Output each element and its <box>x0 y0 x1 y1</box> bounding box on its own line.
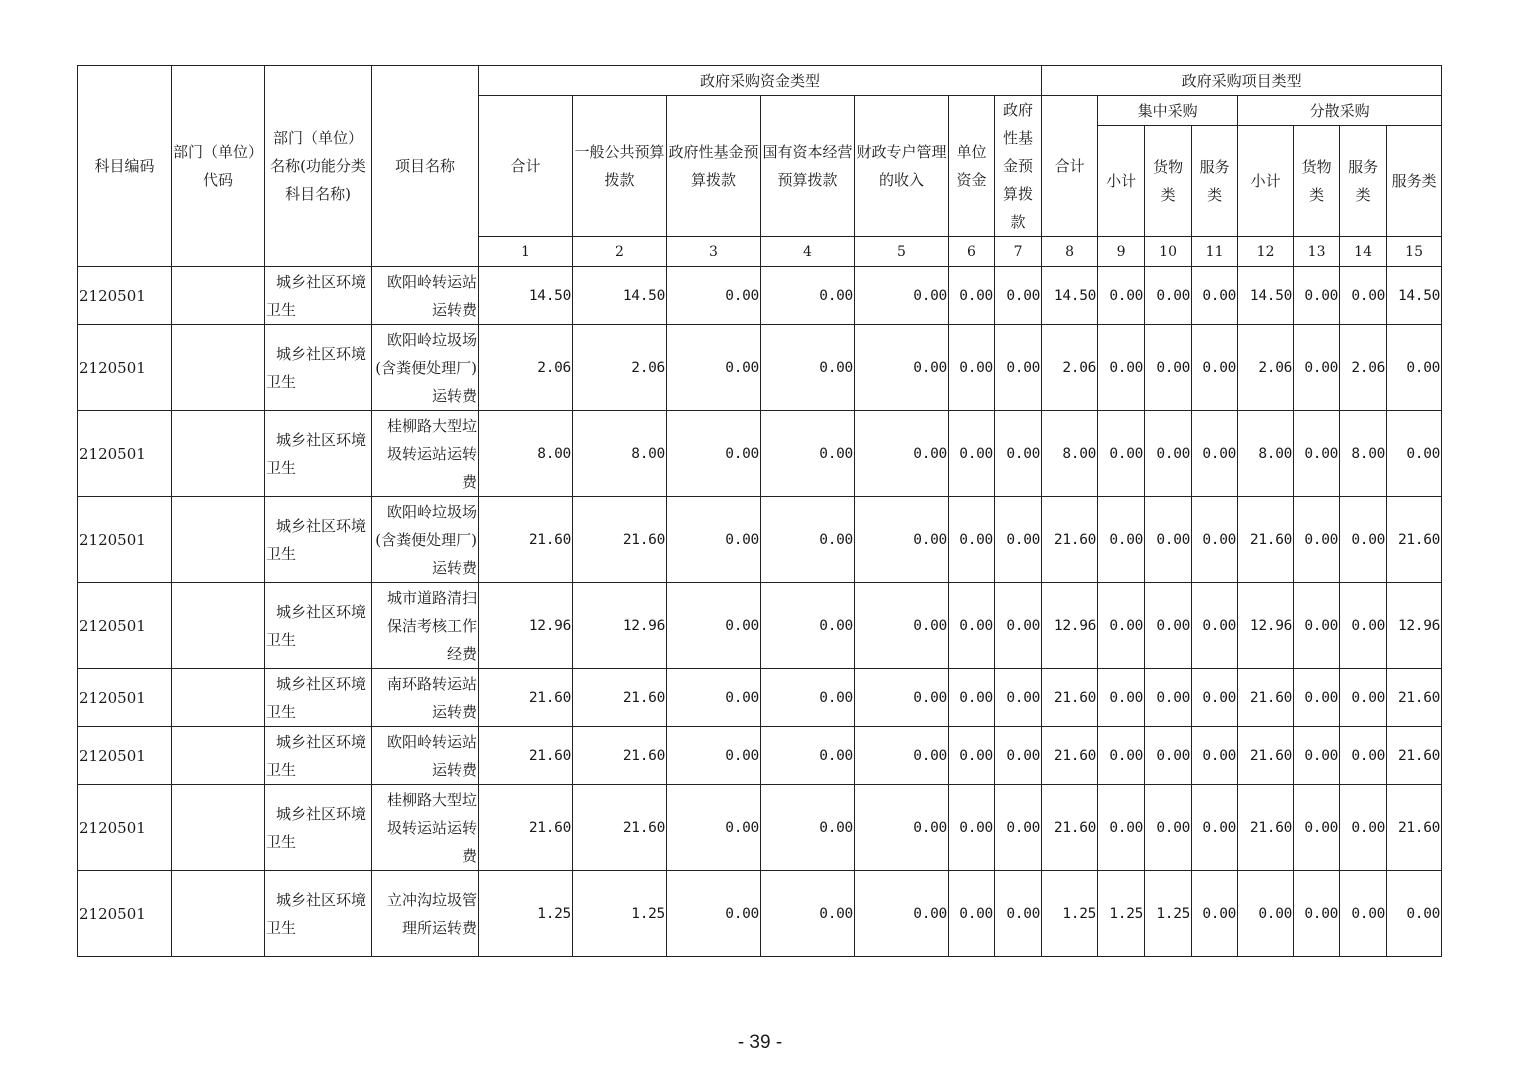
value-cell: 2.06 <box>1340 325 1387 411</box>
header-dept-code: 部门（单位）代码 <box>172 66 265 267</box>
value-cell: 0.00 <box>855 871 949 957</box>
value-cell: 0.00 <box>761 411 855 497</box>
value-cell: 21.60 <box>1387 669 1442 727</box>
value-cell: 0.00 <box>995 497 1042 583</box>
value-cell: 0.00 <box>761 785 855 871</box>
value-cell: 0.00 <box>761 583 855 669</box>
value-cell: 0.00 <box>855 785 949 871</box>
value-cell: 21.60 <box>1042 785 1098 871</box>
value-cell: 2.06 <box>573 325 667 411</box>
value-cell: 0.00 <box>995 785 1042 871</box>
header-state-capital: 国有资本经营预算拨款 <box>761 96 855 237</box>
value-cell: 0.00 <box>667 669 761 727</box>
value-cell: 21.60 <box>1387 497 1442 583</box>
value-cell: 0.00 <box>761 267 855 325</box>
dept-name-cell: 城乡社区环境卫生 <box>265 411 372 497</box>
header-dispersed: 分散采购 <box>1238 96 1442 126</box>
value-cell: 8.00 <box>1042 411 1098 497</box>
value-cell: 0.00 <box>1294 727 1340 785</box>
value-cell: 0.00 <box>1294 669 1340 727</box>
value-cell: 0.00 <box>667 785 761 871</box>
value-cell: 8.00 <box>573 411 667 497</box>
column-index: 3 <box>667 237 761 267</box>
header-gov-fund-prebudget: 政府性基金预算拨款 <box>995 96 1042 237</box>
value-cell: 21.60 <box>479 669 573 727</box>
value-cell: 0.00 <box>1098 727 1145 785</box>
value-cell: 0.00 <box>949 785 995 871</box>
dept-name-cell: 城乡社区环境卫生 <box>265 583 372 669</box>
value-cell: 0.00 <box>1387 871 1442 957</box>
header-d-service2: 服务类 <box>1387 126 1442 237</box>
value-cell: 12.96 <box>573 583 667 669</box>
value-cell: 0.00 <box>1294 411 1340 497</box>
value-cell: 2.06 <box>1238 325 1294 411</box>
value-cell: 0.00 <box>1098 583 1145 669</box>
page-number: - 39 - <box>737 1032 783 1053</box>
header-c-subtotal: 小计 <box>1098 126 1145 237</box>
dept-code-cell <box>172 411 265 497</box>
value-cell: 2.06 <box>1042 325 1098 411</box>
table-row <box>78 497 1442 583</box>
table-row <box>78 871 1442 957</box>
project-name-cell: 南环路转运站运转费 <box>372 669 479 727</box>
value-cell: 0.00 <box>855 411 949 497</box>
value-cell: 21.60 <box>1042 727 1098 785</box>
table-row <box>78 267 1442 325</box>
project-name-cell: 城市道路清扫保洁考核工作经费 <box>372 583 479 669</box>
value-cell: 0.00 <box>1145 497 1192 583</box>
value-cell: 0.00 <box>1098 497 1145 583</box>
column-index: 13 <box>1294 237 1340 267</box>
project-name-cell: 桂柳路大型垃圾转运站运转费 <box>372 785 479 871</box>
column-index: 8 <box>1042 237 1098 267</box>
value-cell: 0.00 <box>667 267 761 325</box>
value-cell: 8.00 <box>479 411 573 497</box>
value-cell: 0.00 <box>855 669 949 727</box>
value-cell: 12.96 <box>1387 583 1442 669</box>
value-cell: 0.00 <box>1192 267 1238 325</box>
value-cell: 0.00 <box>995 727 1042 785</box>
value-cell: 0.00 <box>1340 727 1387 785</box>
value-cell: 0.00 <box>1294 267 1340 325</box>
column-index: 6 <box>949 237 995 267</box>
value-cell: 0.00 <box>1294 325 1340 411</box>
header-subject-code: 科目编码 <box>78 66 172 267</box>
value-cell: 12.96 <box>1238 583 1294 669</box>
value-cell: 1.25 <box>1042 871 1098 957</box>
value-cell: 0.00 <box>1098 669 1145 727</box>
value-cell: 21.60 <box>1238 669 1294 727</box>
subject-code-cell: 2120501 <box>78 325 172 411</box>
value-cell: 0.00 <box>1145 325 1192 411</box>
header-c-goods: 货物类 <box>1145 126 1192 237</box>
dept-name-cell: 城乡社区环境卫生 <box>265 871 372 957</box>
value-cell: 1.25 <box>1145 871 1192 957</box>
table-row <box>78 325 1442 411</box>
value-cell: 0.00 <box>1145 727 1192 785</box>
dept-name-cell: 城乡社区环境卫生 <box>265 325 372 411</box>
value-cell: 0.00 <box>761 497 855 583</box>
value-cell: 14.50 <box>1042 267 1098 325</box>
dept-code-cell <box>172 583 265 669</box>
value-cell: 21.60 <box>1042 497 1098 583</box>
value-cell: 0.00 <box>995 583 1042 669</box>
value-cell: 0.00 <box>855 727 949 785</box>
dept-code-cell <box>172 785 265 871</box>
value-cell: 0.00 <box>855 583 949 669</box>
table-row <box>78 411 1442 497</box>
value-cell: 0.00 <box>761 669 855 727</box>
value-cell: 0.00 <box>1098 785 1145 871</box>
value-cell: 21.60 <box>1238 785 1294 871</box>
column-index: 2 <box>573 237 667 267</box>
header-c-service: 服务类 <box>1192 126 1238 237</box>
value-cell: 0.00 <box>855 325 949 411</box>
value-cell: 0.00 <box>1294 583 1340 669</box>
procurement-table <box>77 65 1442 957</box>
value-cell: 21.60 <box>573 785 667 871</box>
subject-code-cell: 2120501 <box>78 871 172 957</box>
header-fund-group: 政府采购资金类型 <box>479 66 1042 96</box>
header-project-name: 项目名称 <box>372 66 479 267</box>
dept-name-cell: 城乡社区环境卫生 <box>265 267 372 325</box>
value-cell: 0.00 <box>761 871 855 957</box>
value-cell: 21.60 <box>573 497 667 583</box>
project-name-cell: 欧阳岭垃圾场(含粪便处理厂)运转费 <box>372 497 479 583</box>
value-cell: 21.60 <box>573 727 667 785</box>
header-project-group: 政府采购项目类型 <box>1042 66 1442 96</box>
value-cell: 0.00 <box>949 727 995 785</box>
value-cell: 0.00 <box>1192 325 1238 411</box>
value-cell: 0.00 <box>1340 583 1387 669</box>
value-cell: 8.00 <box>1238 411 1294 497</box>
dept-name-cell: 城乡社区环境卫生 <box>265 669 372 727</box>
value-cell: 14.50 <box>573 267 667 325</box>
value-cell: 0.00 <box>855 267 949 325</box>
project-name-cell: 桂柳路大型垃圾转运站运转费 <box>372 411 479 497</box>
value-cell: 21.60 <box>479 785 573 871</box>
value-cell: 0.00 <box>667 497 761 583</box>
dept-code-cell <box>172 497 265 583</box>
value-cell: 21.60 <box>479 497 573 583</box>
header-dept-name: 部门（单位）名称(功能分类科目名称) <box>265 66 372 267</box>
value-cell: 0.00 <box>667 727 761 785</box>
value-cell: 1.25 <box>479 871 573 957</box>
subject-code-cell: 2120501 <box>78 583 172 669</box>
header-centralized: 集中采购 <box>1098 96 1238 126</box>
value-cell: 0.00 <box>1340 669 1387 727</box>
value-cell: 1.25 <box>1098 871 1145 957</box>
header-d-subtotal: 小计 <box>1238 126 1294 237</box>
dept-code-cell <box>172 669 265 727</box>
value-cell: 0.00 <box>1145 785 1192 871</box>
value-cell: 14.50 <box>1387 267 1442 325</box>
value-cell: 0.00 <box>995 325 1042 411</box>
value-cell: 0.00 <box>761 325 855 411</box>
value-cell: 0.00 <box>995 669 1042 727</box>
value-cell: 0.00 <box>761 727 855 785</box>
column-index: 14 <box>1340 237 1387 267</box>
dept-code-cell <box>172 871 265 957</box>
value-cell: 0.00 <box>1145 669 1192 727</box>
column-index: 10 <box>1145 237 1192 267</box>
column-index: 7 <box>995 237 1042 267</box>
value-cell: 21.60 <box>1238 497 1294 583</box>
value-cell: 0.00 <box>1098 267 1145 325</box>
value-cell: 0.00 <box>667 411 761 497</box>
value-cell: 21.60 <box>573 669 667 727</box>
value-cell: 0.00 <box>949 267 995 325</box>
subject-code-cell: 2120501 <box>78 727 172 785</box>
table-row <box>78 583 1442 669</box>
value-cell: 12.96 <box>479 583 573 669</box>
value-cell: 0.00 <box>949 325 995 411</box>
value-cell: 0.00 <box>1192 583 1238 669</box>
value-cell: 0.00 <box>1192 497 1238 583</box>
value-cell: 0.00 <box>1294 871 1340 957</box>
value-cell: 0.00 <box>1340 785 1387 871</box>
column-index: 4 <box>761 237 855 267</box>
value-cell: 0.00 <box>1098 411 1145 497</box>
value-cell: 0.00 <box>995 267 1042 325</box>
value-cell: 21.60 <box>1387 785 1442 871</box>
table-row <box>78 727 1442 785</box>
header-special-account: 财政专户管理的收入 <box>855 96 949 237</box>
project-name-cell: 立冲沟垃圾管理所运转费 <box>372 871 479 957</box>
value-cell: 0.00 <box>995 871 1042 957</box>
value-cell: 1.25 <box>573 871 667 957</box>
table-row <box>78 669 1442 727</box>
dept-code-cell <box>172 727 265 785</box>
value-cell: 0.00 <box>1340 267 1387 325</box>
value-cell: 0.00 <box>1192 727 1238 785</box>
value-cell: 0.00 <box>1145 411 1192 497</box>
value-cell: 0.00 <box>1192 669 1238 727</box>
subject-code-cell: 2120501 <box>78 497 172 583</box>
value-cell: 0.00 <box>1238 871 1294 957</box>
value-cell: 0.00 <box>949 871 995 957</box>
dept-name-cell: 城乡社区环境卫生 <box>265 497 372 583</box>
subject-code-cell: 2120501 <box>78 411 172 497</box>
column-index: 5 <box>855 237 949 267</box>
value-cell: 2.06 <box>479 325 573 411</box>
value-cell: 0.00 <box>1294 785 1340 871</box>
header-gov-fund-budget: 政府性基金预算拨款 <box>667 96 761 237</box>
project-name-cell: 欧阳岭转运站运转费 <box>372 267 479 325</box>
dept-code-cell <box>172 325 265 411</box>
value-cell: 14.50 <box>479 267 573 325</box>
value-cell: 0.00 <box>667 871 761 957</box>
value-cell: 0.00 <box>1145 583 1192 669</box>
header-unit-fund: 单位资金 <box>949 96 995 237</box>
subject-code-cell: 2120501 <box>78 785 172 871</box>
dept-name-cell: 城乡社区环境卫生 <box>265 785 372 871</box>
value-cell: 0.00 <box>949 669 995 727</box>
column-index: 11 <box>1192 237 1238 267</box>
value-cell: 0.00 <box>1192 785 1238 871</box>
header-general-budget: 一般公共预算拨款 <box>573 96 667 237</box>
value-cell: 12.96 <box>1042 583 1098 669</box>
value-cell: 0.00 <box>949 583 995 669</box>
dept-name-cell: 城乡社区环境卫生 <box>265 727 372 785</box>
value-cell: 0.00 <box>1192 871 1238 957</box>
value-cell: 0.00 <box>949 497 995 583</box>
header-proj-total: 合计 <box>1042 96 1098 237</box>
value-cell: 0.00 <box>949 411 995 497</box>
column-index: 9 <box>1098 237 1145 267</box>
value-cell: 8.00 <box>1340 411 1387 497</box>
value-cell: 0.00 <box>1387 411 1442 497</box>
table-row <box>78 785 1442 871</box>
value-cell: 21.60 <box>1238 727 1294 785</box>
table-body <box>78 267 1442 957</box>
value-cell: 21.60 <box>479 727 573 785</box>
value-cell: 0.00 <box>667 325 761 411</box>
value-cell: 21.60 <box>1387 727 1442 785</box>
value-cell: 0.00 <box>1098 325 1145 411</box>
value-cell: 14.50 <box>1238 267 1294 325</box>
value-cell: 0.00 <box>995 411 1042 497</box>
value-cell: 0.00 <box>855 497 949 583</box>
value-cell: 0.00 <box>1387 325 1442 411</box>
header-d-service: 服务类 <box>1340 126 1387 237</box>
dept-code-cell <box>172 267 265 325</box>
value-cell: 0.00 <box>1340 497 1387 583</box>
value-cell: 0.00 <box>1192 411 1238 497</box>
project-name-cell: 欧阳岭转运站运转费 <box>372 727 479 785</box>
column-index: 12 <box>1238 237 1294 267</box>
value-cell: 0.00 <box>1340 871 1387 957</box>
value-cell: 21.60 <box>1042 669 1098 727</box>
subject-code-cell: 2120501 <box>78 267 172 325</box>
value-cell: 0.00 <box>667 583 761 669</box>
column-index: 15 <box>1387 237 1442 267</box>
value-cell: 0.00 <box>1294 497 1340 583</box>
project-name-cell: 欧阳岭垃圾场(含粪便处理厂)运转费 <box>372 325 479 411</box>
header-d-goods: 货物类 <box>1294 126 1340 237</box>
subject-code-cell: 2120501 <box>78 669 172 727</box>
value-cell: 0.00 <box>1145 267 1192 325</box>
column-index: 1 <box>479 237 573 267</box>
header-fund-total: 合计 <box>479 96 573 237</box>
